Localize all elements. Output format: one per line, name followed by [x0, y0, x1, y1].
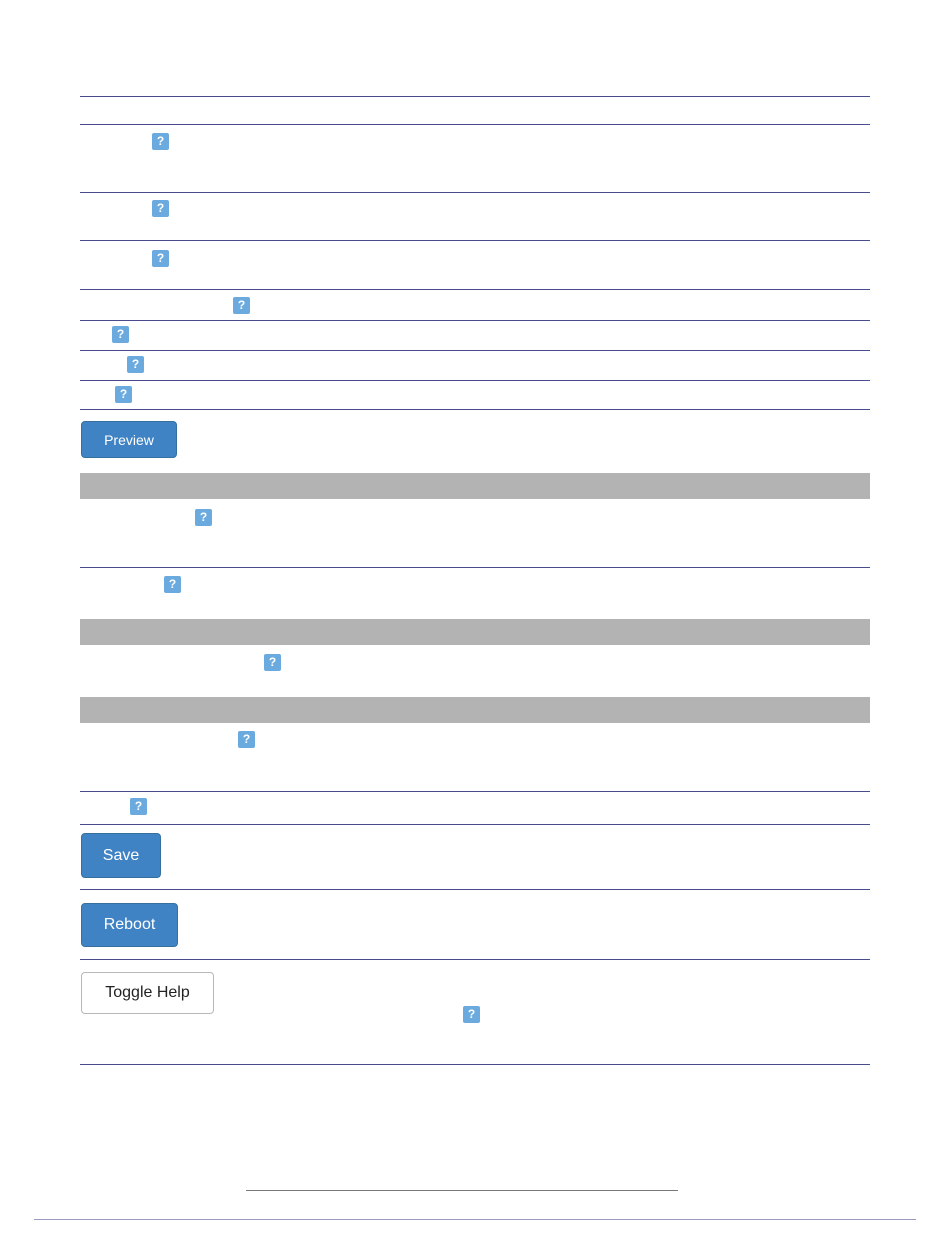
image-placeholder-5: ?: [112, 326, 129, 343]
rule-row-8: [80, 409, 870, 410]
rule-row-9: [80, 567, 870, 568]
image-placeholder-3: ?: [152, 250, 169, 267]
image-placeholder-9: ?: [164, 576, 181, 593]
rule-row-5: [80, 320, 870, 321]
section-band-3: [80, 697, 870, 723]
image-placeholder-2: ?: [152, 200, 169, 217]
rule-row-7: [80, 380, 870, 381]
image-placeholder-1: ?: [152, 133, 169, 150]
image-placeholder-4: ?: [233, 297, 250, 314]
image-placeholder-6: ?: [127, 356, 144, 373]
rule-row-11: [80, 824, 870, 825]
toggle-help-button[interactable]: Toggle Help: [81, 972, 214, 1014]
page-bottom-divider: [34, 1219, 916, 1220]
image-placeholder-11: ?: [238, 731, 255, 748]
image-placeholder-13: ?: [463, 1006, 480, 1023]
rule-row-10: [80, 791, 870, 792]
save-button[interactable]: Save: [81, 833, 161, 878]
rule-row-3: [80, 240, 870, 241]
image-placeholder-12: ?: [130, 798, 147, 815]
image-placeholder-7: ?: [115, 386, 132, 403]
section-band-2: [80, 619, 870, 645]
preview-button[interactable]: Preview: [81, 421, 177, 458]
footer-divider: [246, 1190, 678, 1191]
rule-under-top: [80, 124, 870, 125]
rule-row-4: [80, 289, 870, 290]
rule-top: [80, 96, 870, 97]
rule-row-6: [80, 350, 870, 351]
section-band-1: [80, 473, 870, 499]
image-placeholder-10: ?: [264, 654, 281, 671]
rule-row-12: [80, 889, 870, 890]
rule-row-14: [80, 1064, 870, 1065]
rule-row-2: [80, 192, 870, 193]
reboot-button[interactable]: Reboot: [81, 903, 178, 947]
image-placeholder-8: ?: [195, 509, 212, 526]
rule-row-13: [80, 959, 870, 960]
